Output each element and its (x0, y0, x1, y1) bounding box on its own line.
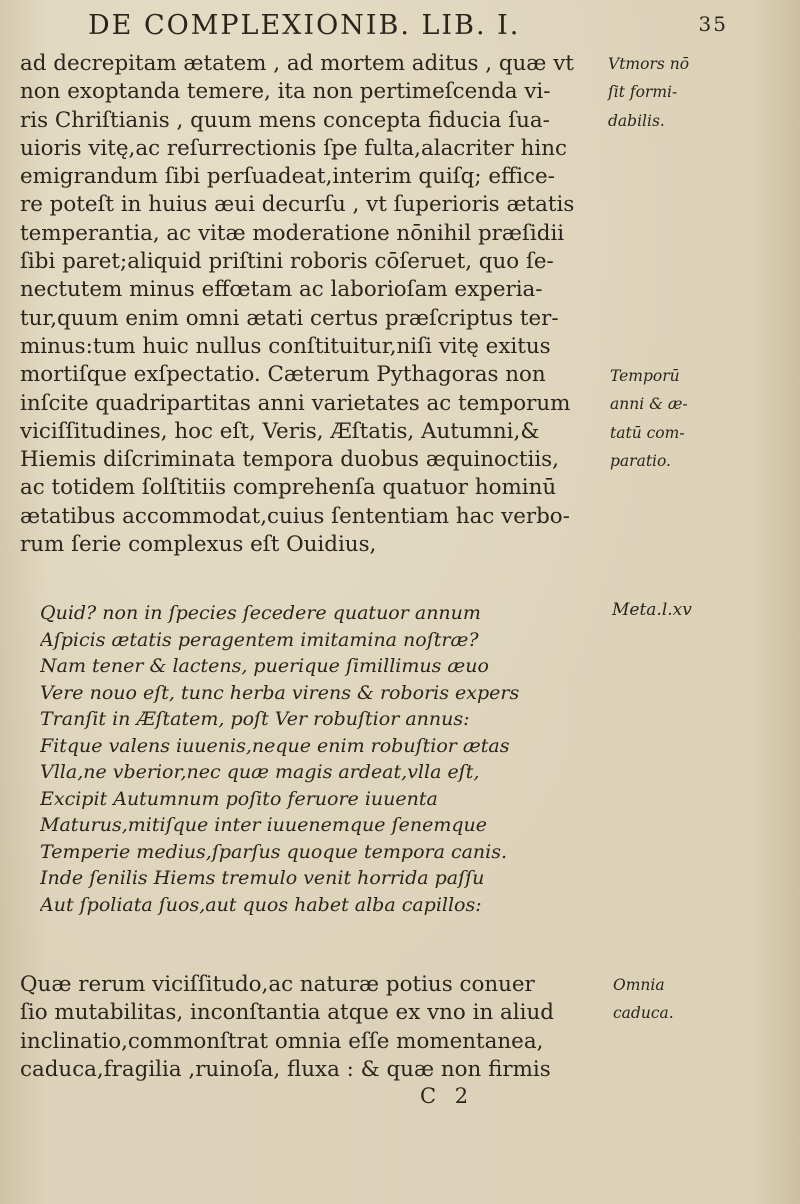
text-line: re poteſt in huius æui decurſu , vt ſuperioris ætatis (20, 192, 575, 218)
paragraph-1 (20, 50, 605, 559)
verse-line: Tranſit in Æſtatem, poſt Ver robuſtior annus: (40, 708, 470, 730)
text-line: minus:tum huic nullus conſtituitur,niſi vitę exitus (20, 333, 551, 359)
page-number: 35 (698, 12, 728, 36)
text-line: temperantia, ac vitæ moderatione nōnihil præſidii (20, 220, 565, 246)
text-line: non exoptanda temere, ita non pertimeſcenda vi- (20, 79, 551, 105)
text-line: inclinatio,commonſtrat omnia eſſe momentanea, (20, 1028, 544, 1054)
text-line: uioris vitę,ac reſurrectionis ſpe fulta,alacriter hinc (20, 135, 568, 161)
running-title: DE COMPLEXIONIB. LIB. I. (88, 10, 521, 41)
verse-line: Quid? non in ſpecies ſecedere quatuor annum (40, 602, 481, 624)
verse-line: Excipit Autumnum poſito feruore iuuenta (40, 787, 438, 810)
text-line: ad decrepitam ætatem , ad mortem aditus , quæ vt (20, 51, 574, 76)
text-line: ætatibus accommodat,cuius ſententiam hac verbo- (20, 503, 570, 529)
margin-note-line: Omnia (613, 976, 665, 994)
verse-line: Inde ſenilis Hiems tremulo venit horrida paſſu (40, 867, 485, 889)
text-line: ac totidem ſolſtitiis comprehenſa quatuor hominū (20, 475, 557, 501)
text-line: emigrandum ſibi perſuadeat,interim quiſq; efficе- (20, 164, 555, 190)
verse-line: Vlla,ne vberior,nec quæ magis ardeat,vlla eſt, (40, 761, 480, 783)
paragraph-2 (20, 971, 610, 1084)
margin-note-caduca (613, 971, 674, 1028)
margin-note-reference (612, 596, 692, 624)
margin-note-seasons (610, 362, 688, 475)
text-line: nectutem minus effœtam ac laborioſam experia- (20, 277, 543, 303)
margin-note-line: Meta.l.xv (612, 600, 692, 620)
margin-note-line: tatū com- (610, 423, 685, 442)
verse-line: Nam tener & lactens, puerique ſimillimus æuo (40, 655, 489, 677)
text-line: caduca,fragilia ,ruinoſa, fluxa : & quæ non firmis (20, 1056, 551, 1082)
verse-line: Maturus,mitiſque inter iuuenemque ſenemque (40, 814, 487, 836)
running-header (88, 10, 728, 41)
margin-note-line: Vtmors nō (608, 55, 690, 73)
text-line: ſio mutabilitas, inconſtantia atque ex vno in aliud (20, 1000, 554, 1026)
signature-mark: C 2 (420, 1084, 475, 1108)
verse-line: Aſpicis ætatis peragentem imitamina noſtræ? (40, 628, 479, 651)
text-line: mortiſque exſpectatio. Cæterum Pythagoras non (20, 362, 546, 388)
margin-note-line: Temporū (610, 367, 680, 385)
ovid-verse-quotation (40, 600, 580, 918)
verse-line: Vere nouo eſt, tunc herba virens & roboris expers (40, 681, 520, 704)
margin-note-line: paratio. (610, 451, 671, 470)
margin-note-line: caduca. (613, 1004, 674, 1023)
verse-line: Temperie medius,ſparſus quoque tempora canis. (40, 840, 508, 863)
verse-line: Aut ſpoliata ſuos,aut quos habet alba capillos: (40, 893, 482, 916)
text-line: Quæ rerum viciſſitudo,ac naturæ potius conuer (20, 972, 535, 997)
verse-line: Fitque valens iuuenis,neque enim robuſtior ætas (40, 734, 510, 757)
text-line: rum ſerie complexus eſt Ouidius, (20, 532, 377, 558)
text-line: tur,quum enim omni ætati certus præſcriptus ter- (20, 305, 559, 331)
text-line: ris Chriſtianis , quum mens concepta fiducia ſua- (20, 107, 550, 133)
margin-note-line: anni & æ- (610, 395, 688, 414)
text-line: Hiemis diſcriminata tempora duobus æquinoctiis, (20, 447, 559, 473)
text-line: viciſſitudines, hoc eſt, Veris, Æſtatis, Autumni,& (20, 418, 540, 444)
margin-note-death (608, 50, 689, 135)
margin-note-line: ſit formi- (608, 83, 678, 102)
margin-note-line: dabilis. (608, 111, 665, 130)
text-line: inſcite quadripartitas anni varietates ac temporum (20, 390, 571, 416)
text-line: ſibi paret;aliquid priſtini roboris cōſeruet, quo ſe- (20, 249, 554, 275)
